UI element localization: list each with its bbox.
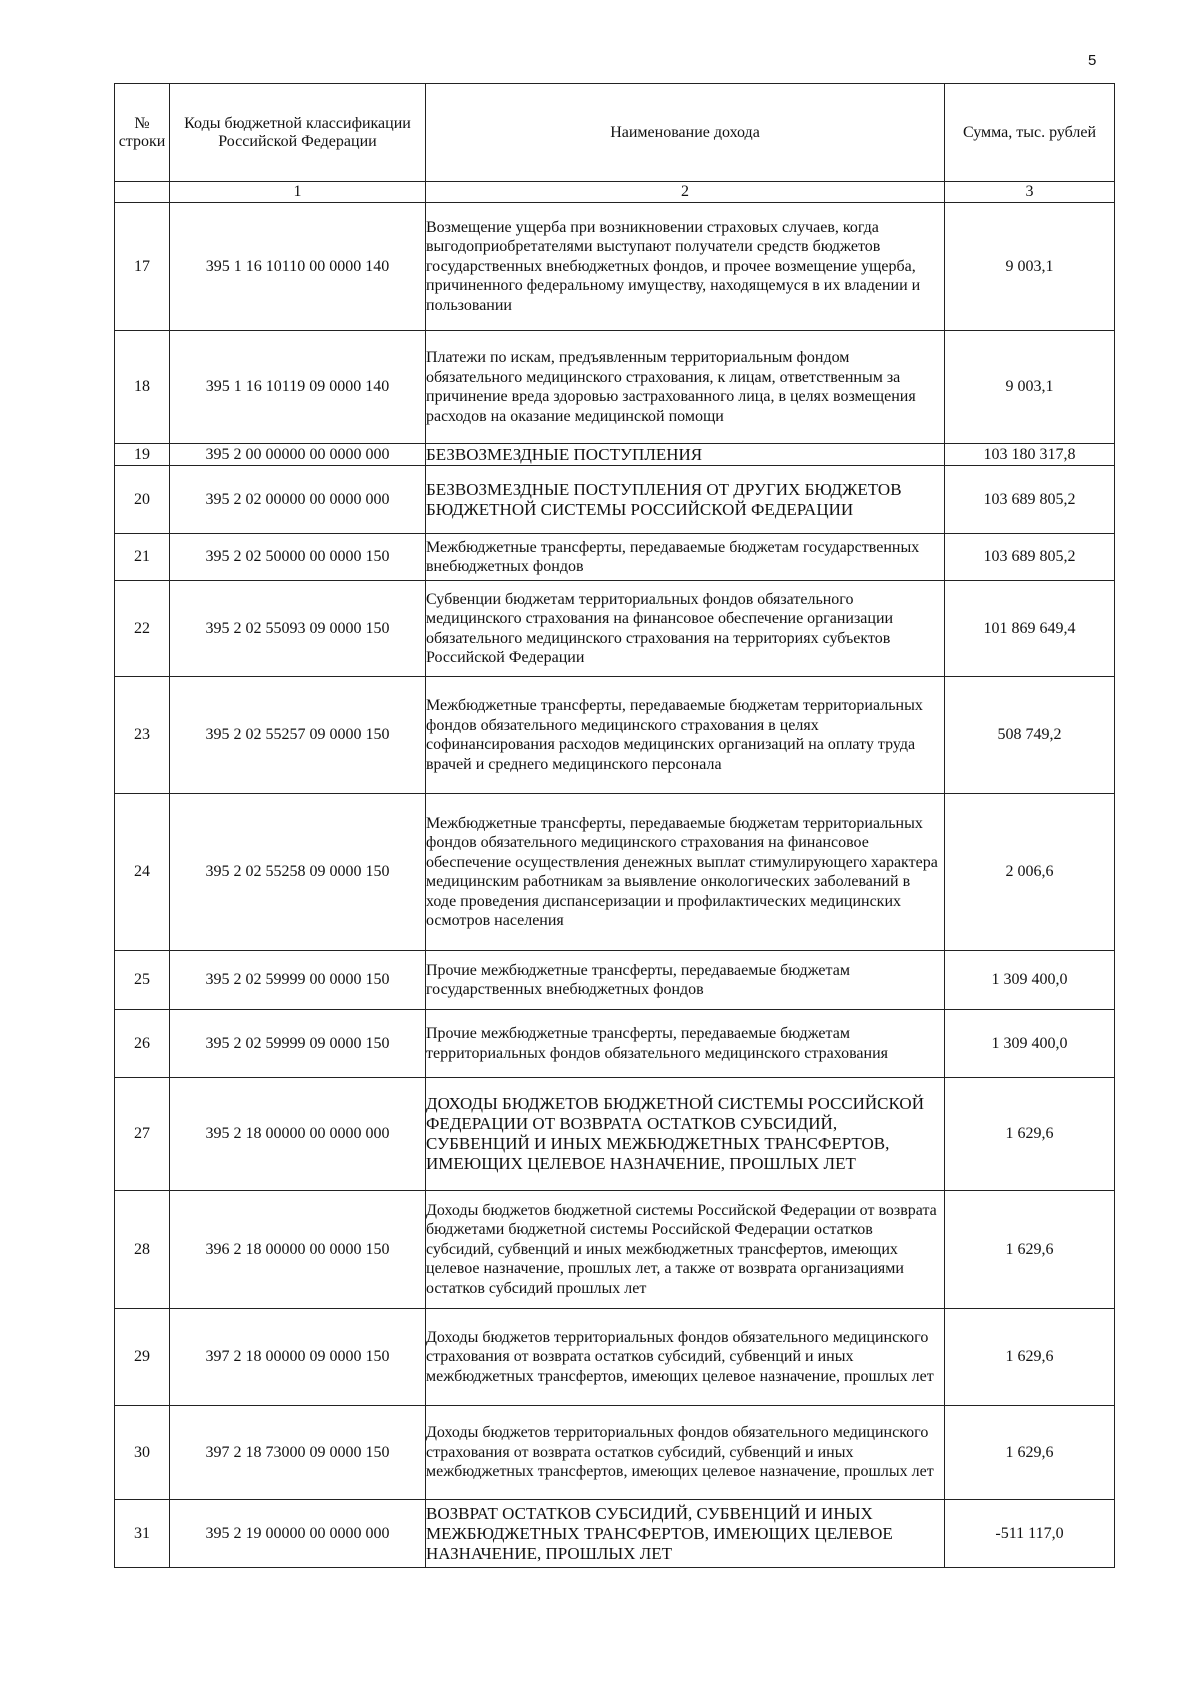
row-number: 25 <box>115 951 170 1010</box>
row-number: 31 <box>115 1500 170 1568</box>
table-row <box>115 331 1115 444</box>
amount: 103 689 805,2 <box>945 534 1115 581</box>
amount: 1 629,6 <box>945 1078 1115 1191</box>
header-row-number: № строки <box>115 84 170 182</box>
table-row <box>115 203 1115 331</box>
budget-code: 395 2 02 59999 09 0000 150 <box>170 1010 426 1078</box>
table-row <box>115 444 1115 466</box>
revenue-name: Возмещение ущерба при возникновении страховых случаев, когда выгодоприобретателями выступают получатели средств бюджетов государственных внебюджетных фондов, и прочее возмещение ущерба, причиненного федеральному имуществу, находящемуся в их владении и пользовании <box>426 203 945 331</box>
revenue-name: Доходы бюджетов территориальных фондов обязательного медицинского страхования от возврата остатков субсидий, субвенций и иных межбюджетных трансфертов, имеющих целевое назначение, прошлых лет <box>426 1309 945 1406</box>
table-row <box>115 1191 1115 1309</box>
row-number: 19 <box>115 444 170 466</box>
amount: 1 309 400,0 <box>945 1010 1115 1078</box>
budget-code: 395 2 19 00000 00 0000 000 <box>170 1500 426 1568</box>
amount: 103 180 317,8 <box>945 444 1115 466</box>
table-row <box>115 534 1115 581</box>
table-row <box>115 951 1115 1010</box>
row-number: 17 <box>115 203 170 331</box>
table-row <box>115 677 1115 794</box>
header-revenue-name: Наименование дохода <box>426 84 945 182</box>
row-number: 30 <box>115 1406 170 1500</box>
row-number: 29 <box>115 1309 170 1406</box>
row-number: 22 <box>115 581 170 677</box>
revenue-name: Прочие межбюджетные трансферты, передаваемые бюджетам территориальных фондов обязательного медицинского страхования <box>426 1010 945 1078</box>
table-row <box>115 1010 1115 1078</box>
revenue-name: Прочие межбюджетные трансферты, передаваемые бюджетам государственных внебюджетных фондов <box>426 951 945 1010</box>
budget-code: 395 2 02 55257 09 0000 150 <box>170 677 426 794</box>
column-index-2: 2 <box>426 182 945 203</box>
table-row <box>115 794 1115 951</box>
revenue-name: БЕЗВОЗМЕЗДНЫЕ ПОСТУПЛЕНИЯ <box>426 444 945 466</box>
revenue-name: Межбюджетные трансферты, передаваемые бюджетам территориальных фондов обязательного медицинского страхования в целях софинансирования расходов медицинских организаций на оплату труда врачей и среднего медицинского персонала <box>426 677 945 794</box>
revenue-name: Платежи по искам, предъявленным территориальным фондом обязательного медицинского страхования, к лицам, ответственным за причинение вреда здоровью застрахованного лица, в целях возмещения расходов на оказание медицинской помощи <box>426 331 945 444</box>
revenue-name: Межбюджетные трансферты, передаваемые бюджетам государственных внебюджетных фондов <box>426 534 945 581</box>
amount: 1 309 400,0 <box>945 951 1115 1010</box>
amount: 1 629,6 <box>945 1309 1115 1406</box>
budget-code: 395 2 02 55258 09 0000 150 <box>170 794 426 951</box>
amount: 101 869 649,4 <box>945 581 1115 677</box>
revenue-name: Субвенции бюджетам территориальных фондов обязательного медицинского страхования на финансовое обеспечение организации обязательного медицинского страхования на территориях субъектов Российской Федерации <box>426 581 945 677</box>
budget-code: 395 2 18 00000 00 0000 000 <box>170 1078 426 1191</box>
budget-code: 395 1 16 10119 09 0000 140 <box>170 331 426 444</box>
column-index-1: 1 <box>170 182 426 203</box>
revenue-name: Межбюджетные трансферты, передаваемые бюджетам территориальных фондов обязательного медицинского страхования на финансовое обеспечение осуществления денежных выплат стимулирующего характера медицинским работникам за выявление онкологических заболеваний в ходе проведения диспансеризации и профилактических медицинских осмотров населения <box>426 794 945 951</box>
revenue-name: ДОХОДЫ БЮДЖЕТОВ БЮДЖЕТНОЙ СИСТЕМЫ РОССИЙСКОЙ ФЕДЕРАЦИИ ОТ ВОЗВРАТА ОСТАТКОВ СУБСИДИЙ, СУБВЕНЦИЙ И ИНЫХ МЕЖБЮДЖЕТНЫХ ТРАНСФЕРТОВ, ИМЕЮЩИХ ЦЕЛЕВОЕ НАЗНАЧЕНИЕ, ПРОШЛЫХ ЛЕТ <box>426 1078 945 1191</box>
row-number: 28 <box>115 1191 170 1309</box>
amount: 103 689 805,2 <box>945 466 1115 534</box>
revenue-name: ВОЗВРАТ ОСТАТКОВ СУБСИДИЙ, СУБВЕНЦИЙ И ИНЫХ МЕЖБЮДЖЕТНЫХ ТРАНСФЕРТОВ, ИМЕЮЩИХ ЦЕЛЕВОЕ НАЗНАЧЕНИЕ, ПРОШЛЫХ ЛЕТ <box>426 1500 945 1568</box>
budget-code: 395 2 00 00000 00 0000 000 <box>170 444 426 466</box>
header-amount: Сумма, тыс. рублей <box>945 84 1115 182</box>
amount: -511 117,0 <box>945 1500 1115 1568</box>
table-row <box>115 1078 1115 1191</box>
budget-code: 395 1 16 10110 00 0000 140 <box>170 203 426 331</box>
column-index-empty <box>115 182 170 203</box>
row-number: 23 <box>115 677 170 794</box>
budget-code: 395 2 02 55093 09 0000 150 <box>170 581 426 677</box>
budget-code: 397 2 18 73000 09 0000 150 <box>170 1406 426 1500</box>
column-index-row <box>115 182 1115 203</box>
row-number: 21 <box>115 534 170 581</box>
table-row <box>115 1309 1115 1406</box>
revenue-name: БЕЗВОЗМЕЗДНЫЕ ПОСТУПЛЕНИЯ ОТ ДРУГИХ БЮДЖЕТОВ БЮДЖЕТНОЙ СИСТЕМЫ РОССИЙСКОЙ ФЕДЕРАЦИИ <box>426 466 945 534</box>
revenue-name: Доходы бюджетов территориальных фондов обязательного медицинского страхования от возврата остатков субсидий, субвенций и иных межбюджетных трансфертов, имеющих целевое назначение, прошлых лет <box>426 1406 945 1500</box>
row-number: 24 <box>115 794 170 951</box>
amount: 1 629,6 <box>945 1406 1115 1500</box>
amount: 9 003,1 <box>945 203 1115 331</box>
header-budget-code: Коды бюджетной классификации Российской Федерации <box>170 84 426 182</box>
budget-code: 395 2 02 59999 00 0000 150 <box>170 951 426 1010</box>
table-header-row <box>115 84 1115 182</box>
amount: 1 629,6 <box>945 1191 1115 1309</box>
column-index-3: 3 <box>945 182 1115 203</box>
page-number: 5 <box>1088 52 1097 69</box>
table-row <box>115 581 1115 677</box>
table-row <box>115 466 1115 534</box>
budget-code: 395 2 02 00000 00 0000 000 <box>170 466 426 534</box>
budget-code: 397 2 18 00000 09 0000 150 <box>170 1309 426 1406</box>
row-number: 18 <box>115 331 170 444</box>
amount: 9 003,1 <box>945 331 1115 444</box>
row-number: 20 <box>115 466 170 534</box>
budget-code: 395 2 02 50000 00 0000 150 <box>170 534 426 581</box>
table-row <box>115 1406 1115 1500</box>
row-number: 27 <box>115 1078 170 1191</box>
amount: 508 749,2 <box>945 677 1115 794</box>
table-row <box>115 1500 1115 1568</box>
revenue-name: Доходы бюджетов бюджетной системы Российской Федерации от возврата бюджетами бюджетной системы Российской Федерации остатков субсидий, субвенций и иных межбюджетных трансфертов, имеющих целевое назначение, прошлых лет, а также от возврата организациями остатков субсидий прошлых лет <box>426 1191 945 1309</box>
budget-code: 396 2 18 00000 00 0000 150 <box>170 1191 426 1309</box>
row-number: 26 <box>115 1010 170 1078</box>
revenue-table <box>114 83 1115 1568</box>
amount: 2 006,6 <box>945 794 1115 951</box>
